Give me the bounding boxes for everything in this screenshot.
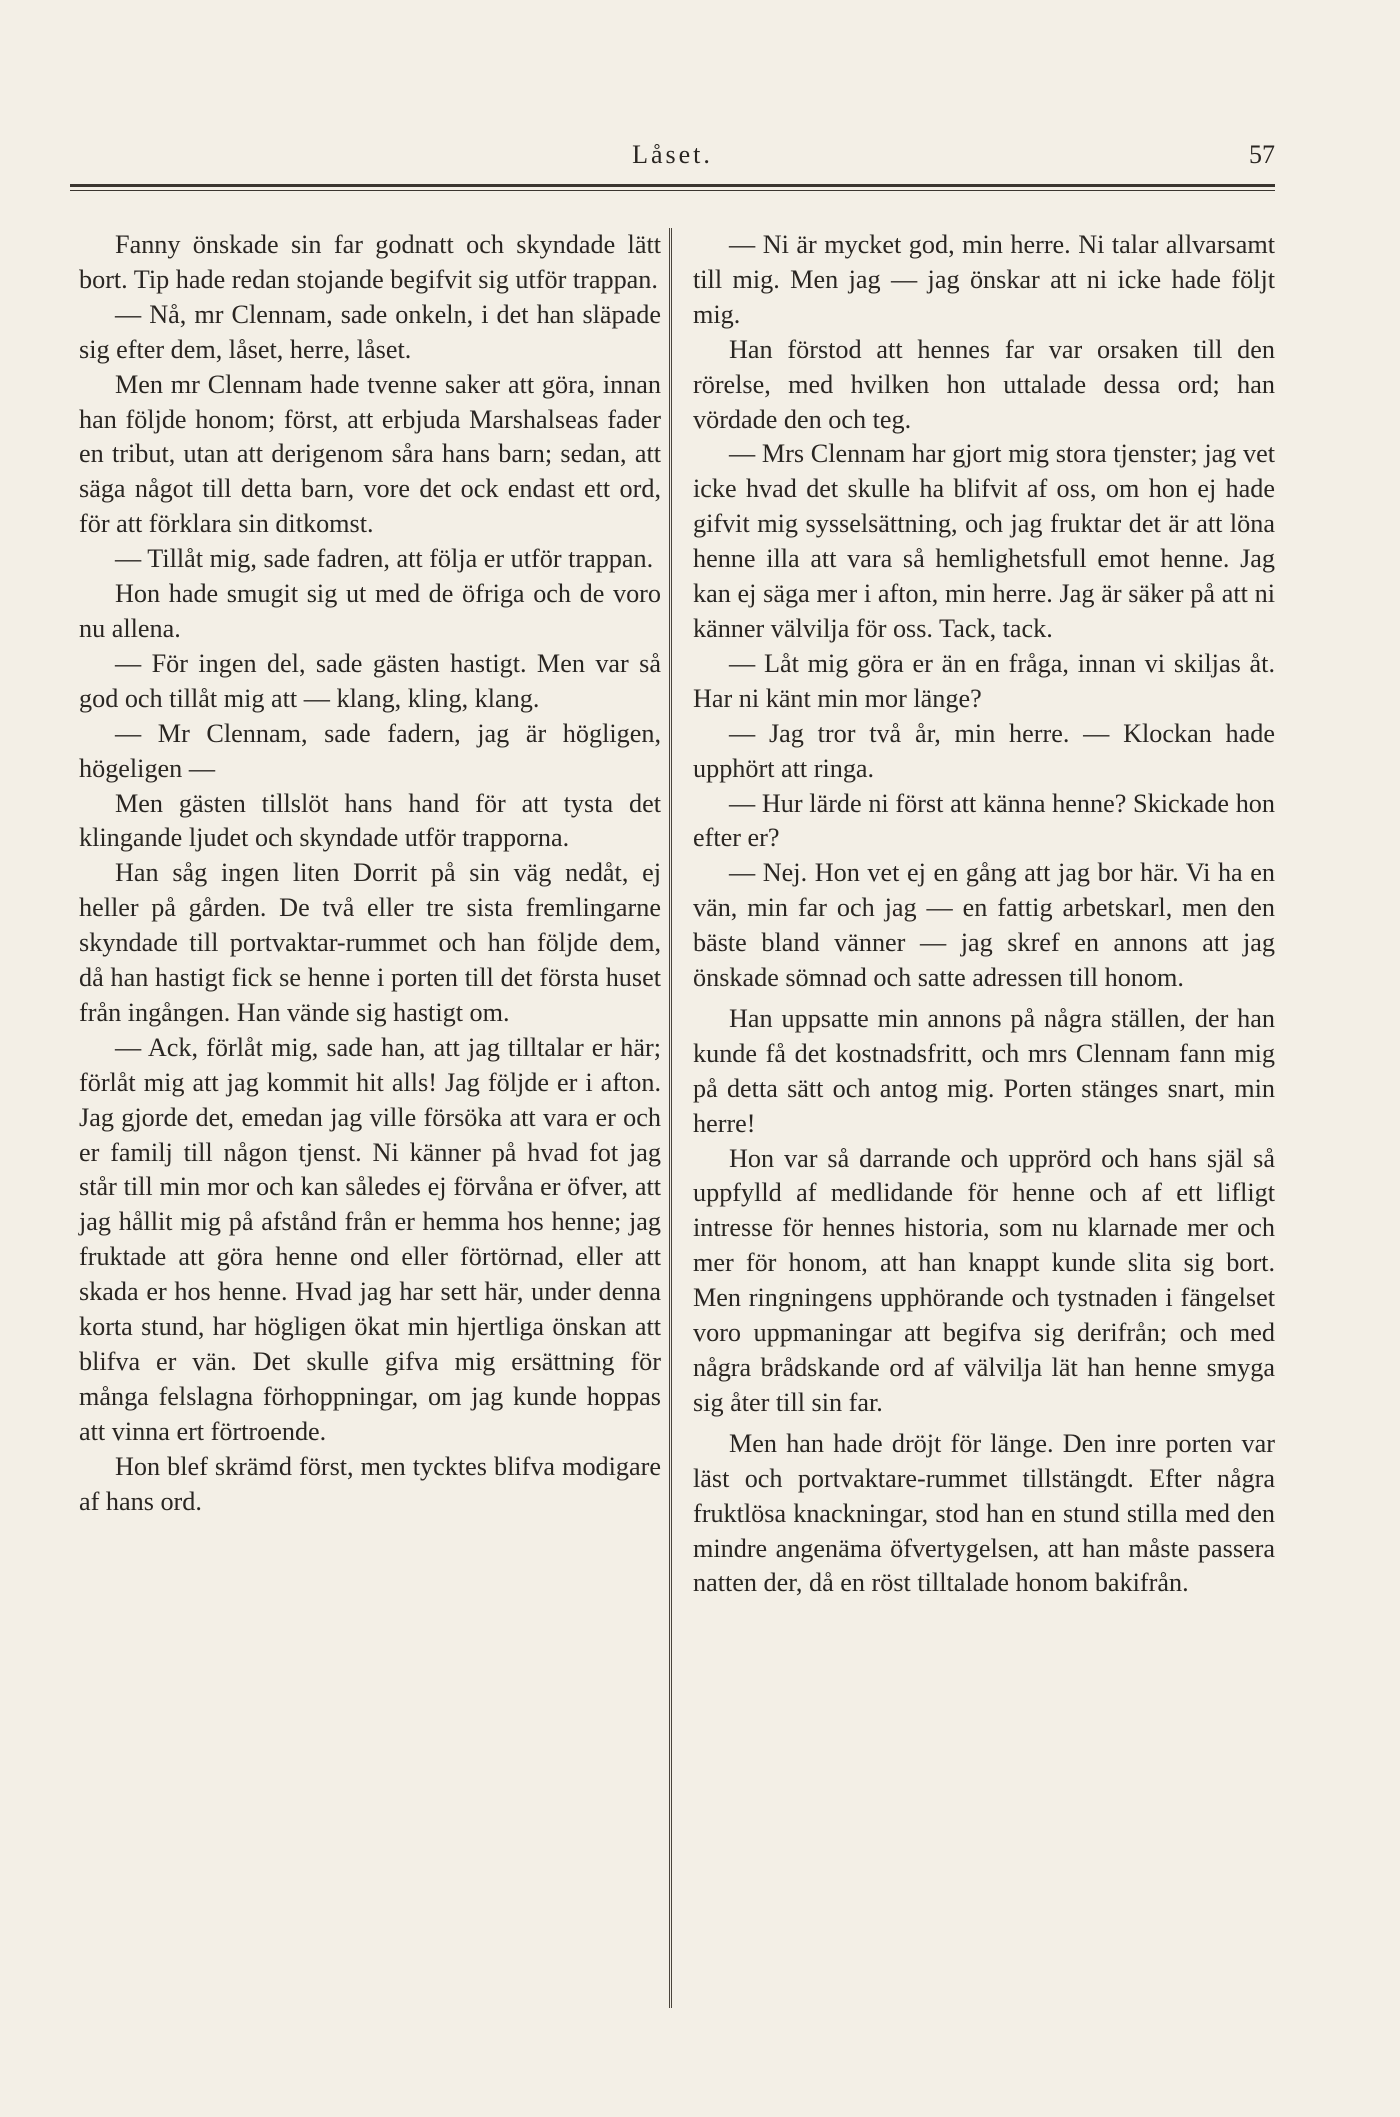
paragraph: Han såg ingen liten Dorrit på sin väg nedåt, ej heller på gården. De två eller tre sista fremlingarne skyndade till portvaktar-rummet och han följde dem, då han hastigt fick se henne i porten till det första huset från ingången. Han vände sig hastigt om. <box>79 858 661 1027</box>
paragraph: — Nå, mr Clennam, sade onkeln, i det han släpade sig efter dem, låset, herre, låset. <box>79 299 661 364</box>
paragraph: — Nej. Hon vet ej en gång att jag bor här. Vi ha en vän, min far och jag — en fattig arbetskarl, men den bäste bland vänner — jag skref en annons att jag önskade sömnad och satte adressen till honom. <box>693 858 1275 993</box>
paragraph: — Mrs Clennam har gjort mig stora tjenster; jag vet icke hvad det skulle ha blifvit af oss, om hon ej hade gifvit mig sysselsättning, och jag fruktar det är att löna henne illa att vara så hemlighetsfull emot henne. Jag kan ej säga mer i afton, min herre. Jag är säker på att ni känner välvilja för oss. Tack, tack. <box>693 439 1275 643</box>
paragraph: Hon blef skrämd först, men tycktes blifva modigare af hans ord. <box>79 1451 661 1516</box>
paragraph: — Mr Clennam, sade fadern, jag är högligen, högeligen — <box>79 718 661 783</box>
paragraph: — Låt mig göra er än en fråga, innan vi skiljas åt. Har ni känt min mor länge? <box>693 648 1275 713</box>
running-header <box>70 140 1275 180</box>
column-divider <box>669 228 672 2008</box>
right-column <box>693 228 1275 1601</box>
header-rule-thin <box>70 190 1275 191</box>
paragraph: — Ni är mycket god, min herre. Ni talar allvarsamt till mig. Men jag — jag önskar att ni icke hade följt mig. <box>693 230 1275 329</box>
left-column <box>79 228 661 1520</box>
paragraph: Men han hade dröjt för länge. Den inre porten var läst och portvaktare-rummet tillstängdt. Efter några fruktlösa knackningar, stod han en stund stilla med den mindre angenäma öfvertygelsen, att han måste passera natten der, då en röst tilltalade honom bakifrån. <box>693 1428 1275 1598</box>
paragraph: — Ack, förlåt mig, sade han, att jag tilltalar er här; förlåt mig att jag kommit hit alls! Jag följde er i afton. Jag gjorde det, emedan jag ville försöka att vara er och er familj till någon tjenst. Ni känner på hvad fot jag står till min mor och kan således ej förvåna er öfver, att jag hållit mig på afstånd från er hemma hos henne; jag fruktade att göra henne ond eller förtörnad, eller att skada er hos henne. Hvad jag har sett här, under denna korta stund, har högligen ökat min hjertliga önskan att blifva er vän. Det skulle gifva mig ersättning för många felslagna förhoppningar, om jag kunde hoppas att vinna ert förtroende. <box>79 1032 661 1446</box>
paragraph: — Jag tror två år, min herre. — Klockan hade upphört att ringa. <box>693 718 1275 783</box>
paragraph: Fanny önskade sin far godnatt och skyndade lätt bort. Tip hade redan stojande begifvit sig utför trappan. <box>79 230 661 294</box>
paragraph: — Hur lärde ni först att känna henne? Skickade hon efter er? <box>693 788 1275 853</box>
paragraph: Men mr Clennam hade tvenne saker att göra, innan han följde honom; först, att erbjuda Marshalseas fader en tribut, utan att derigenom såra hans barn; sedan, att säga något till detta barn, vore det ock endast ett ord, för att förklara sin ditkomst. <box>79 369 661 539</box>
paragraph: Hon var så darrande och upprörd och hans själ så uppfylld af medlidande för henne och af ett lifligt intresse för hennes historia, som nu klarnade mer och mer för honom, att han knappt kunde slita sig bort. Men ringningens upphörande och tystnaden i fängelset voro uppmaningar att begifva sig derifrån; och med några brådskande ord af välvilja lät han henne smyga sig åter till sin far. <box>693 1143 1275 1417</box>
paragraph: Han förstod att hennes far var orsaken till den rörelse, med hvilken hon uttalade dessa ord; han vördade den och teg. <box>693 334 1275 434</box>
paragraph: Hon hade smugit sig ut med de öfriga och de voro nu allena. <box>79 579 661 643</box>
paragraph: — Tillåt mig, sade fadren, att följa er utför trappan. <box>115 544 654 574</box>
paragraph: Men gästen tillslöt hans hand för att tysta det klingande ljudet och skyndade utför trapporna. <box>79 788 661 853</box>
running-title: Låset. <box>632 140 713 169</box>
paragraph: — För ingen del, sade gästen hastigt. Men var så god och tillåt mig att — klang, kling, klang. <box>79 648 661 713</box>
header-rule-thick <box>70 184 1275 187</box>
page-number: 57 <box>1249 140 1275 169</box>
paragraph: Han uppsatte min annons på några ställen, der han kunde få det kostnadsfritt, och mrs Clennam fann mig på detta sätt och antog mig. Porten stänges snart, min herre! <box>693 1003 1275 1138</box>
